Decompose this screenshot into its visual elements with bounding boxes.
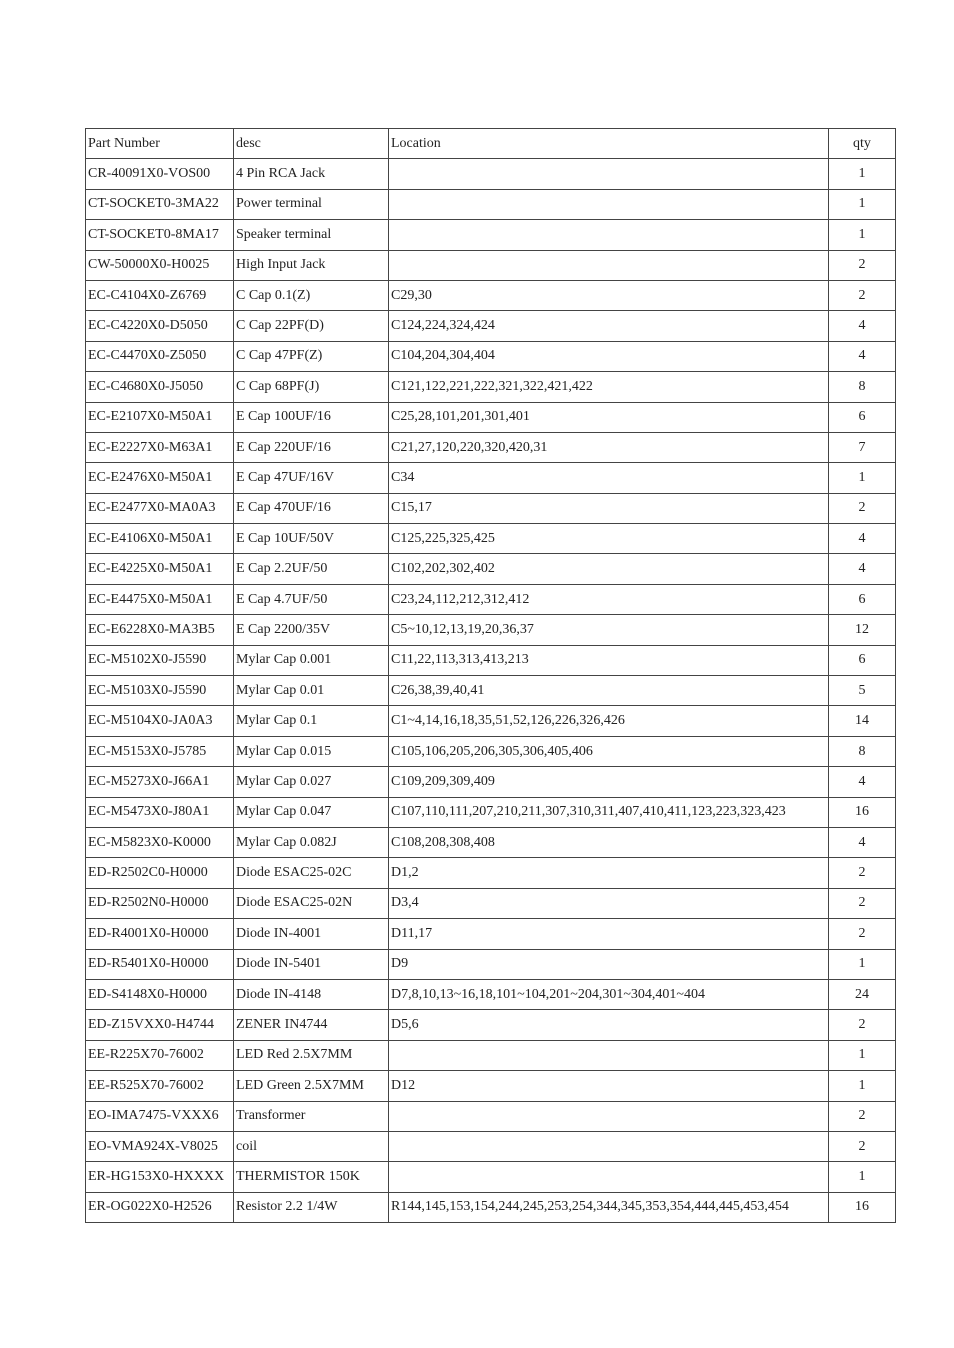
cell-qty: 2 [829, 1010, 896, 1040]
cell-qty: 16 [829, 1192, 896, 1222]
cell-part-number: EC-C4680X0-J5050 [86, 372, 234, 402]
table-row [86, 159, 896, 189]
cell-location: D12 [389, 1071, 829, 1101]
cell-part-number: EC-C4220X0-D5050 [86, 311, 234, 341]
table-row [86, 1010, 896, 1040]
cell-location: D9 [389, 949, 829, 979]
table-body [86, 159, 896, 1223]
cell-location: C21,27,120,220,320,420,31 [389, 432, 829, 462]
cell-part-number: EC-M5102X0-J5590 [86, 645, 234, 675]
cell-desc: E Cap 220UF/16 [234, 432, 389, 462]
cell-desc: ZENER IN4744 [234, 1010, 389, 1040]
cell-part-number: ED-Z15VXX0-H4744 [86, 1010, 234, 1040]
cell-part-number: EC-E2476X0-M50A1 [86, 463, 234, 493]
table-row [86, 706, 896, 736]
cell-qty: 4 [829, 524, 896, 554]
table-row [86, 280, 896, 310]
table-row [86, 919, 896, 949]
table-row [86, 311, 896, 341]
cell-location: C104,204,304,404 [389, 341, 829, 371]
cell-location: C107,110,111,207,210,211,307,310,311,407,410,411,123,223,323,423 [389, 797, 829, 827]
cell-desc: E Cap 470UF/16 [234, 493, 389, 523]
table-row [86, 1131, 896, 1161]
cell-part-number: EC-E4225X0-M50A1 [86, 554, 234, 584]
cell-qty: 8 [829, 372, 896, 402]
cell-qty: 14 [829, 706, 896, 736]
cell-desc: Mylar Cap 0.082J [234, 827, 389, 857]
table-row [86, 827, 896, 857]
cell-qty: 8 [829, 736, 896, 766]
header-qty: qty [829, 129, 896, 159]
cell-qty: 2 [829, 1101, 896, 1131]
table-row [86, 220, 896, 250]
cell-location: D7,8,10,13~16,18,101~104,201~204,301~304,401~404 [389, 979, 829, 1009]
table-row [86, 250, 896, 280]
cell-desc: Mylar Cap 0.1 [234, 706, 389, 736]
cell-desc: Mylar Cap 0.047 [234, 797, 389, 827]
cell-location: R144,145,153,154,244,245,253,254,344,345,353,354,444,445,453,454 [389, 1192, 829, 1222]
cell-qty: 2 [829, 280, 896, 310]
cell-location: D11,17 [389, 919, 829, 949]
cell-location: C25,28,101,201,301,401 [389, 402, 829, 432]
cell-qty: 2 [829, 919, 896, 949]
cell-desc: Mylar Cap 0.001 [234, 645, 389, 675]
table-row [86, 1101, 896, 1131]
cell-part-number: EC-M5273X0-J66A1 [86, 767, 234, 797]
cell-desc: Diode ESAC25-02C [234, 858, 389, 888]
table-row [86, 1071, 896, 1101]
table-row [86, 858, 896, 888]
cell-part-number: ED-S4148X0-H0000 [86, 979, 234, 1009]
cell-part-number: ED-R5401X0-H0000 [86, 949, 234, 979]
table-row [86, 767, 896, 797]
header-location: Location [389, 129, 829, 159]
table-row [86, 402, 896, 432]
cell-qty: 12 [829, 615, 896, 645]
cell-location: C124,224,324,424 [389, 311, 829, 341]
cell-location [389, 250, 829, 280]
table-row [86, 432, 896, 462]
cell-part-number: EC-E2107X0-M50A1 [86, 402, 234, 432]
cell-part-number: CT-SOCKET0-8MA17 [86, 220, 234, 250]
cell-qty: 2 [829, 858, 896, 888]
cell-qty: 1 [829, 949, 896, 979]
cell-location [389, 189, 829, 219]
cell-part-number: ED-R2502C0-H0000 [86, 858, 234, 888]
cell-part-number: EC-E2227X0-M63A1 [86, 432, 234, 462]
cell-part-number: ER-OG022X0-H2526 [86, 1192, 234, 1222]
table-row [86, 645, 896, 675]
table-row [86, 615, 896, 645]
cell-location: C108,208,308,408 [389, 827, 829, 857]
cell-location: C109,209,309,409 [389, 767, 829, 797]
cell-part-number: EO-VMA924X-V8025 [86, 1131, 234, 1161]
cell-qty: 4 [829, 554, 896, 584]
table-row [86, 1162, 896, 1192]
cell-qty: 6 [829, 584, 896, 614]
cell-part-number: EC-M5823X0-K0000 [86, 827, 234, 857]
cell-desc: High Input Jack [234, 250, 389, 280]
cell-desc: Mylar Cap 0.01 [234, 676, 389, 706]
cell-qty: 1 [829, 463, 896, 493]
table-row [86, 888, 896, 918]
cell-location [389, 1162, 829, 1192]
table-row [86, 524, 896, 554]
cell-desc: THERMISTOR 150K [234, 1162, 389, 1192]
cell-part-number: EE-R525X70-76002 [86, 1071, 234, 1101]
cell-part-number: CT-SOCKET0-3MA22 [86, 189, 234, 219]
cell-location: C23,24,112,212,312,412 [389, 584, 829, 614]
cell-location: C1~4,14,16,18,35,51,52,126,226,326,426 [389, 706, 829, 736]
cell-location [389, 220, 829, 250]
cell-location: D1,2 [389, 858, 829, 888]
cell-qty: 6 [829, 402, 896, 432]
bom-table [85, 128, 896, 1223]
table-row [86, 949, 896, 979]
cell-part-number: EC-E2477X0-MA0A3 [86, 493, 234, 523]
table-row [86, 554, 896, 584]
cell-desc: E Cap 47UF/16V [234, 463, 389, 493]
cell-part-number: EE-R225X70-76002 [86, 1040, 234, 1070]
cell-location: C29,30 [389, 280, 829, 310]
cell-desc: Diode ESAC25-02N [234, 888, 389, 918]
cell-desc: E Cap 100UF/16 [234, 402, 389, 432]
cell-part-number: CR-40091X0-VOS00 [86, 159, 234, 189]
header-part-number: Part Number [86, 129, 234, 159]
cell-qty: 1 [829, 1040, 896, 1070]
table-row [86, 463, 896, 493]
cell-location: D5,6 [389, 1010, 829, 1040]
cell-part-number: EC-E4106X0-M50A1 [86, 524, 234, 554]
cell-desc: Diode IN-4148 [234, 979, 389, 1009]
cell-qty: 16 [829, 797, 896, 827]
cell-part-number: CW-50000X0-H0025 [86, 250, 234, 280]
cell-qty: 24 [829, 979, 896, 1009]
cell-qty: 1 [829, 159, 896, 189]
cell-qty: 1 [829, 1071, 896, 1101]
cell-location: D3,4 [389, 888, 829, 918]
cell-location [389, 1131, 829, 1161]
cell-qty: 2 [829, 1131, 896, 1161]
cell-qty: 1 [829, 189, 896, 219]
cell-qty: 2 [829, 250, 896, 280]
cell-part-number: EC-M5473X0-J80A1 [86, 797, 234, 827]
cell-qty: 2 [829, 888, 896, 918]
cell-part-number: EC-E4475X0-M50A1 [86, 584, 234, 614]
cell-desc: 4 Pin RCA Jack [234, 159, 389, 189]
cell-desc: Speaker terminal [234, 220, 389, 250]
cell-desc: LED Red 2.5X7MM [234, 1040, 389, 1070]
cell-location: C105,106,205,206,305,306,405,406 [389, 736, 829, 766]
cell-location: C34 [389, 463, 829, 493]
cell-part-number: EC-C4104X0-Z6769 [86, 280, 234, 310]
cell-part-number: EO-IMA7475-VXXX6 [86, 1101, 234, 1131]
cell-qty: 1 [829, 220, 896, 250]
header-desc: desc [234, 129, 389, 159]
cell-part-number: ER-HG153X0-HXXXX [86, 1162, 234, 1192]
cell-qty: 4 [829, 827, 896, 857]
cell-location: C26,38,39,40,41 [389, 676, 829, 706]
cell-desc: E Cap 4.7UF/50 [234, 584, 389, 614]
cell-desc: LED Green 2.5X7MM [234, 1071, 389, 1101]
cell-qty: 4 [829, 341, 896, 371]
cell-location: C121,122,221,222,321,322,421,422 [389, 372, 829, 402]
cell-desc: C Cap 68PF(J) [234, 372, 389, 402]
cell-location: C11,22,113,313,413,213 [389, 645, 829, 675]
cell-location [389, 159, 829, 189]
cell-qty: 7 [829, 432, 896, 462]
cell-location: C15,17 [389, 493, 829, 523]
cell-desc: C Cap 0.1(Z) [234, 280, 389, 310]
cell-location [389, 1040, 829, 1070]
cell-desc: Mylar Cap 0.027 [234, 767, 389, 797]
cell-qty: 6 [829, 645, 896, 675]
cell-part-number: EC-M5103X0-J5590 [86, 676, 234, 706]
cell-desc: Power terminal [234, 189, 389, 219]
cell-desc: Transformer [234, 1101, 389, 1131]
table-row [86, 372, 896, 402]
cell-part-number: ED-R2502N0-H0000 [86, 888, 234, 918]
cell-qty: 2 [829, 493, 896, 523]
cell-part-number: EC-E6228X0-MA3B5 [86, 615, 234, 645]
cell-part-number: ED-R4001X0-H0000 [86, 919, 234, 949]
cell-desc: C Cap 47PF(Z) [234, 341, 389, 371]
cell-desc: coil [234, 1131, 389, 1161]
cell-part-number: EC-M5153X0-J5785 [86, 736, 234, 766]
table-row [86, 736, 896, 766]
cell-location: C102,202,302,402 [389, 554, 829, 584]
table-row [86, 979, 896, 1009]
cell-desc: E Cap 2200/35V [234, 615, 389, 645]
cell-desc: E Cap 2.2UF/50 [234, 554, 389, 584]
cell-desc: Mylar Cap 0.015 [234, 736, 389, 766]
cell-qty: 4 [829, 767, 896, 797]
cell-desc: Diode IN-5401 [234, 949, 389, 979]
cell-location: C5~10,12,13,19,20,36,37 [389, 615, 829, 645]
cell-location: C125,225,325,425 [389, 524, 829, 554]
table-row [86, 1040, 896, 1070]
cell-qty: 4 [829, 311, 896, 341]
cell-qty: 5 [829, 676, 896, 706]
table-row [86, 584, 896, 614]
table-row [86, 676, 896, 706]
table-row [86, 797, 896, 827]
cell-desc: Resistor 2.2 1/4W [234, 1192, 389, 1222]
table-header-row [86, 129, 896, 159]
cell-location [389, 1101, 829, 1131]
table-row [86, 1192, 896, 1222]
table-row [86, 493, 896, 523]
table-row [86, 341, 896, 371]
cell-desc: C Cap 22PF(D) [234, 311, 389, 341]
cell-qty: 1 [829, 1162, 896, 1192]
cell-part-number: EC-M5104X0-JA0A3 [86, 706, 234, 736]
table-row [86, 189, 896, 219]
cell-part-number: EC-C4470X0-Z5050 [86, 341, 234, 371]
cell-desc: Diode IN-4001 [234, 919, 389, 949]
cell-desc: E Cap 10UF/50V [234, 524, 389, 554]
